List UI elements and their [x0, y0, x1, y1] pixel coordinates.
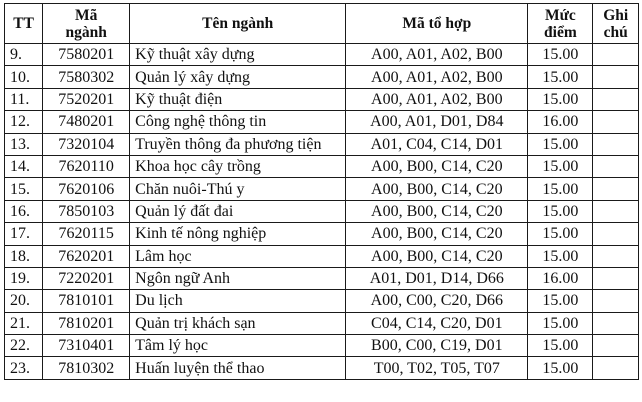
cell-score: 15.00 — [528, 44, 593, 66]
cell-name: Kinh tế nông nghiệp — [130, 223, 346, 245]
cell-tt: 23. — [5, 357, 43, 379]
cell-combo: A01, D01, D14, D66 — [346, 267, 528, 289]
table-row — [5, 245, 639, 267]
header-combo: Mã tổ hợp — [346, 4, 528, 44]
table-row — [5, 312, 639, 334]
cell-combo: B00, C00, C19, D01 — [346, 335, 528, 357]
cell-note — [593, 88, 639, 110]
header-note-line1: Ghi — [603, 6, 629, 24]
cell-name: Kỹ thuật xây dựng — [130, 44, 346, 66]
cell-code: 7810302 — [43, 357, 130, 379]
cell-score: 15.00 — [528, 357, 593, 379]
cell-tt: 9. — [5, 44, 43, 66]
cell-combo: A00, B00, C14, C20 — [346, 155, 528, 177]
cell-score: 15.00 — [528, 245, 593, 267]
cell-combo: T00, T02, T05, T07 — [346, 357, 528, 379]
cell-note — [593, 312, 639, 334]
cell-score: 15.00 — [528, 223, 593, 245]
cell-combo: A01, C04, C14, D01 — [346, 133, 528, 155]
admissions-sheet — [4, 3, 639, 380]
cell-score: 15.00 — [528, 155, 593, 177]
header-code-line1: Mã — [75, 6, 98, 24]
header-name: Tên ngành — [130, 4, 346, 44]
header-note-line2: chú — [603, 23, 628, 41]
cell-code: 7620110 — [43, 155, 130, 177]
cell-tt: 21. — [5, 312, 43, 334]
table-row — [5, 44, 639, 66]
cell-score: 15.00 — [528, 133, 593, 155]
cell-name: Khoa học cây trồng — [130, 155, 346, 177]
cell-note — [593, 245, 639, 267]
cell-note — [593, 178, 639, 200]
header-score — [528, 4, 593, 44]
cell-note — [593, 335, 639, 357]
cell-tt: 19. — [5, 267, 43, 289]
cell-code: 7620115 — [43, 223, 130, 245]
cell-note — [593, 66, 639, 88]
table-row — [5, 357, 639, 379]
cell-note — [593, 223, 639, 245]
cell-tt: 18. — [5, 245, 43, 267]
cell-name: Huấn luyện thể thao — [130, 357, 346, 379]
cell-name: Truyền thông đa phương tiện — [130, 133, 346, 155]
cell-note — [593, 155, 639, 177]
cell-note — [593, 290, 639, 312]
cell-score: 15.00 — [528, 200, 593, 222]
cell-name: Quản lý đất đai — [130, 200, 346, 222]
header-row — [5, 4, 639, 44]
cell-score: 15.00 — [528, 178, 593, 200]
cell-name: Tâm lý học — [130, 335, 346, 357]
header-score-line1: Mức — [544, 6, 576, 24]
cell-score: 16.00 — [528, 267, 593, 289]
table-row — [5, 178, 639, 200]
table-row — [5, 88, 639, 110]
cell-combo: A00, B00, C14, C20 — [346, 178, 528, 200]
cell-tt: 10. — [5, 66, 43, 88]
table-row — [5, 111, 639, 133]
cell-combo: A00, C00, C20, D66 — [346, 290, 528, 312]
cell-tt: 14. — [5, 155, 43, 177]
cell-note — [593, 357, 639, 379]
cell-name: Chăn nuôi-Thú y — [130, 178, 346, 200]
cell-score: 15.00 — [528, 312, 593, 334]
cell-combo: A00, B00, C14, C20 — [346, 200, 528, 222]
cell-code: 7810101 — [43, 290, 130, 312]
cell-score: 15.00 — [528, 66, 593, 88]
cell-tt: 12. — [5, 111, 43, 133]
cell-code: 7580201 — [43, 44, 130, 66]
cell-combo: A00, A01, D01, D84 — [346, 111, 528, 133]
cell-name: Quản trị khách sạn — [130, 312, 346, 334]
cell-code: 7580302 — [43, 66, 130, 88]
table-row — [5, 335, 639, 357]
cell-name: Công nghệ thông tin — [130, 111, 346, 133]
cell-name: Lâm học — [130, 245, 346, 267]
cell-tt: 16. — [5, 200, 43, 222]
cell-name: Du lịch — [130, 290, 346, 312]
cell-combo: A00, B00, C14, C20 — [346, 245, 528, 267]
cell-tt: 15. — [5, 178, 43, 200]
cell-score: 15.00 — [528, 290, 593, 312]
cell-code: 7850103 — [43, 200, 130, 222]
cell-note — [593, 133, 639, 155]
cell-note — [593, 111, 639, 133]
cell-score: 15.00 — [528, 88, 593, 110]
table-row — [5, 267, 639, 289]
cell-combo: A00, A01, A02, B00 — [346, 88, 528, 110]
cell-combo: C04, C14, C20, D01 — [346, 312, 528, 334]
cell-note — [593, 200, 639, 222]
cell-code: 7320104 — [43, 133, 130, 155]
cell-tt: 17. — [5, 223, 43, 245]
cell-combo: A00, A01, A02, B00 — [346, 66, 528, 88]
table-row — [5, 200, 639, 222]
cell-score: 16.00 — [528, 111, 593, 133]
cell-tt: 13. — [5, 133, 43, 155]
header-tt: TT — [5, 4, 43, 44]
table-row — [5, 223, 639, 245]
table-row — [5, 133, 639, 155]
cell-combo: A00, A01, A02, B00 — [346, 44, 528, 66]
admissions-table — [4, 3, 639, 380]
header-note — [593, 4, 639, 44]
table-row — [5, 155, 639, 177]
cell-code: 7310401 — [43, 335, 130, 357]
cell-code: 7810201 — [43, 312, 130, 334]
cell-code: 7620106 — [43, 178, 130, 200]
cell-code: 7620201 — [43, 245, 130, 267]
cell-tt: 22. — [5, 335, 43, 357]
cell-tt: 20. — [5, 290, 43, 312]
table-row — [5, 66, 639, 88]
header-score-line2: điểm — [544, 23, 577, 41]
cell-code: 7480201 — [43, 111, 130, 133]
cell-code: 7520201 — [43, 88, 130, 110]
header-code — [43, 4, 130, 44]
cell-code: 7220201 — [43, 267, 130, 289]
cell-tt: 11. — [5, 88, 43, 110]
cell-name: Ngôn ngữ Anh — [130, 267, 346, 289]
cell-score: 15.00 — [528, 335, 593, 357]
cell-name: Quản lý xây dựng — [130, 66, 346, 88]
cell-combo: A00, B00, C14, C20 — [346, 223, 528, 245]
cell-name: Kỹ thuật điện — [130, 88, 346, 110]
cell-note — [593, 44, 639, 66]
header-code-line2: ngành — [65, 23, 107, 41]
table-row — [5, 290, 639, 312]
cell-note — [593, 267, 639, 289]
